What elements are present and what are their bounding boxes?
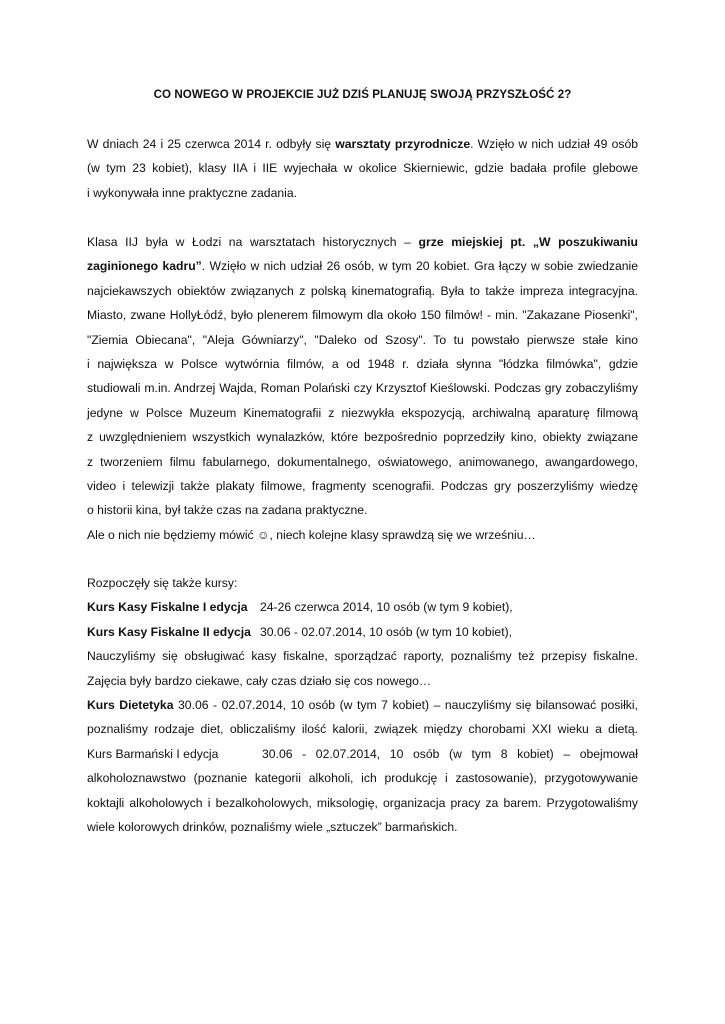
text-span: . Wzięło w nich udział 49 osób [470,137,638,151]
bold-text: grze miejskiej pt. „W poszukiwaniu [418,235,638,249]
course-name: Kurs Dietetyka [87,697,174,712]
course-info: 30.06 - 02.07.2014, 10 osób (w tym 10 kobiet), [260,624,513,639]
text-line: z uwzględnieniem wszystkich wynalazków, które bezpośrednio poprzedziły kino, obiekty związane [87,430,638,445]
course-name: Kurs Kasy Fiskalne II edycja [87,624,251,639]
text-line: studiowali m.in. Andrzej Wajda, Roman Polański czy Krzysztof Kieślowski. Podczas gry zobaczyliśmy [87,381,638,396]
text-line: wiele kolorowych drinków, poznaliśmy wiele „sztuczek” barmańskich. [87,819,458,834]
bold-text: warsztaty przyrodnicze [335,137,471,151]
text-line: i największa w Polsce wytwórnia filmów, a od 1948 r. działa słynna "łódzka filmówka", gdzie [87,356,638,371]
text-line: Nauczyliśmy się obsługiwać kasy fiskalne, sporządzać raporty, poznaliśmy też przepisy fiskalne. [87,649,638,664]
document-title: CO NOWEGO W PROJEKCIE JUŻ DZIŚ PLANUJĘ SWOJĄ PRZYSZŁOŚĆ 2? [153,88,572,101]
paragraph-workshops-nature [87,132,638,205]
paragraph-courses [87,571,638,839]
text-line: i wykonywała inne praktyczne zadania. [87,185,298,200]
text-line: Rozpoczęły się także kursy: [87,576,238,590]
bold-text: zaginionego kadru” [87,259,202,274]
text-line: Ale o nich nie będziemy mówić ☺, niech kolejne klasy sprawdzą się we wrześniu… [87,527,536,542]
paragraph-workshops-history [87,230,638,547]
course-line [87,693,638,717]
text-line: Zajęcia były bardzo ciekawe, cały czas działo się cos nowego… [87,673,432,688]
course-info: 24-26 czerwca 2014, 10 osób (w tym 9 kobiet), [260,600,513,615]
text-line: koktajli alkoholowych i bezalkoholowych, miksologię, organizacja pracy za barem. Przygotowaliśmy [87,795,638,810]
text-line: jedyne w Polsce Muzeum Kinematografii z niezwykła ekspozycją, archiwalną aparaturę filmową [87,405,638,420]
course-name: Kurs Kasy Fiskalne I edycja [87,600,248,615]
text-line: z tworzeniem filmu fabularnego, dokumentalnego, oświatowego, animowanego, awangardowego, [87,454,638,469]
text-line: "Ziemia Obiecana", "Aleja Gówniarzy", "Daleko od Szosy". To tu powstało pierwsze stałe kino [87,332,638,347]
text-line: Miasto, zwane HollyŁódź, było plenerem filmowym dla około 150 filmów! - min. "Zakazane Piosenki", [87,308,638,323]
text-line: poznaliśmy rodzaje diet, obliczaliśmy ilość kalorii, związek między chorobami XXI wieku a dietą. [87,722,638,737]
course-info: 30.06 - 02.07.2014, 10 osób (w tym 8 kobiet) – obejmował [262,746,638,761]
text-span: Klasa IIJ była w Łodzi na warsztatach historycznych – [87,235,419,249]
course-info: 30.06 - 02.07.2014, 10 osób (w tym 7 kobiet) – nauczyliśmy się bilansować posiłki, [173,697,638,712]
course-line [87,595,638,619]
text-span: . Wzięło w nich udział 26 osób, w tym 20 kobiet. Gra łączy w sobie zwiedzanie [201,259,638,274]
text-line: alkoholoznawstwo (poznanie kategorii alkoholi, ich produkcję i zastosowanie), przygotowywanie [87,771,638,786]
text-line [87,132,638,156]
text-line: o historii kina, był także czas na zadana praktyczne. [87,503,368,518]
text-line [87,254,638,278]
course-line [87,742,638,766]
course-line [87,620,638,644]
text-line: video i telewizji także plakaty filmowe, fragmenty scenografii. Podczas gry poszerzyliśmy wiedzę [87,478,638,493]
course-name: Kurs Barmański I edycja [87,746,219,761]
text-line: najciekawszych obiektów związanych z polską kinematografią. Była to także impreza integracyjna. [87,283,638,298]
text-span: W dniach 24 i 25 czerwca 2014 r. odbyły się [87,137,336,151]
text-line [87,230,638,254]
text-line: (w tym 23 kobiet), klasy IIA i IIE wyjechała w okolice Skierniewic, gdzie badała profile glebowe [87,161,638,176]
